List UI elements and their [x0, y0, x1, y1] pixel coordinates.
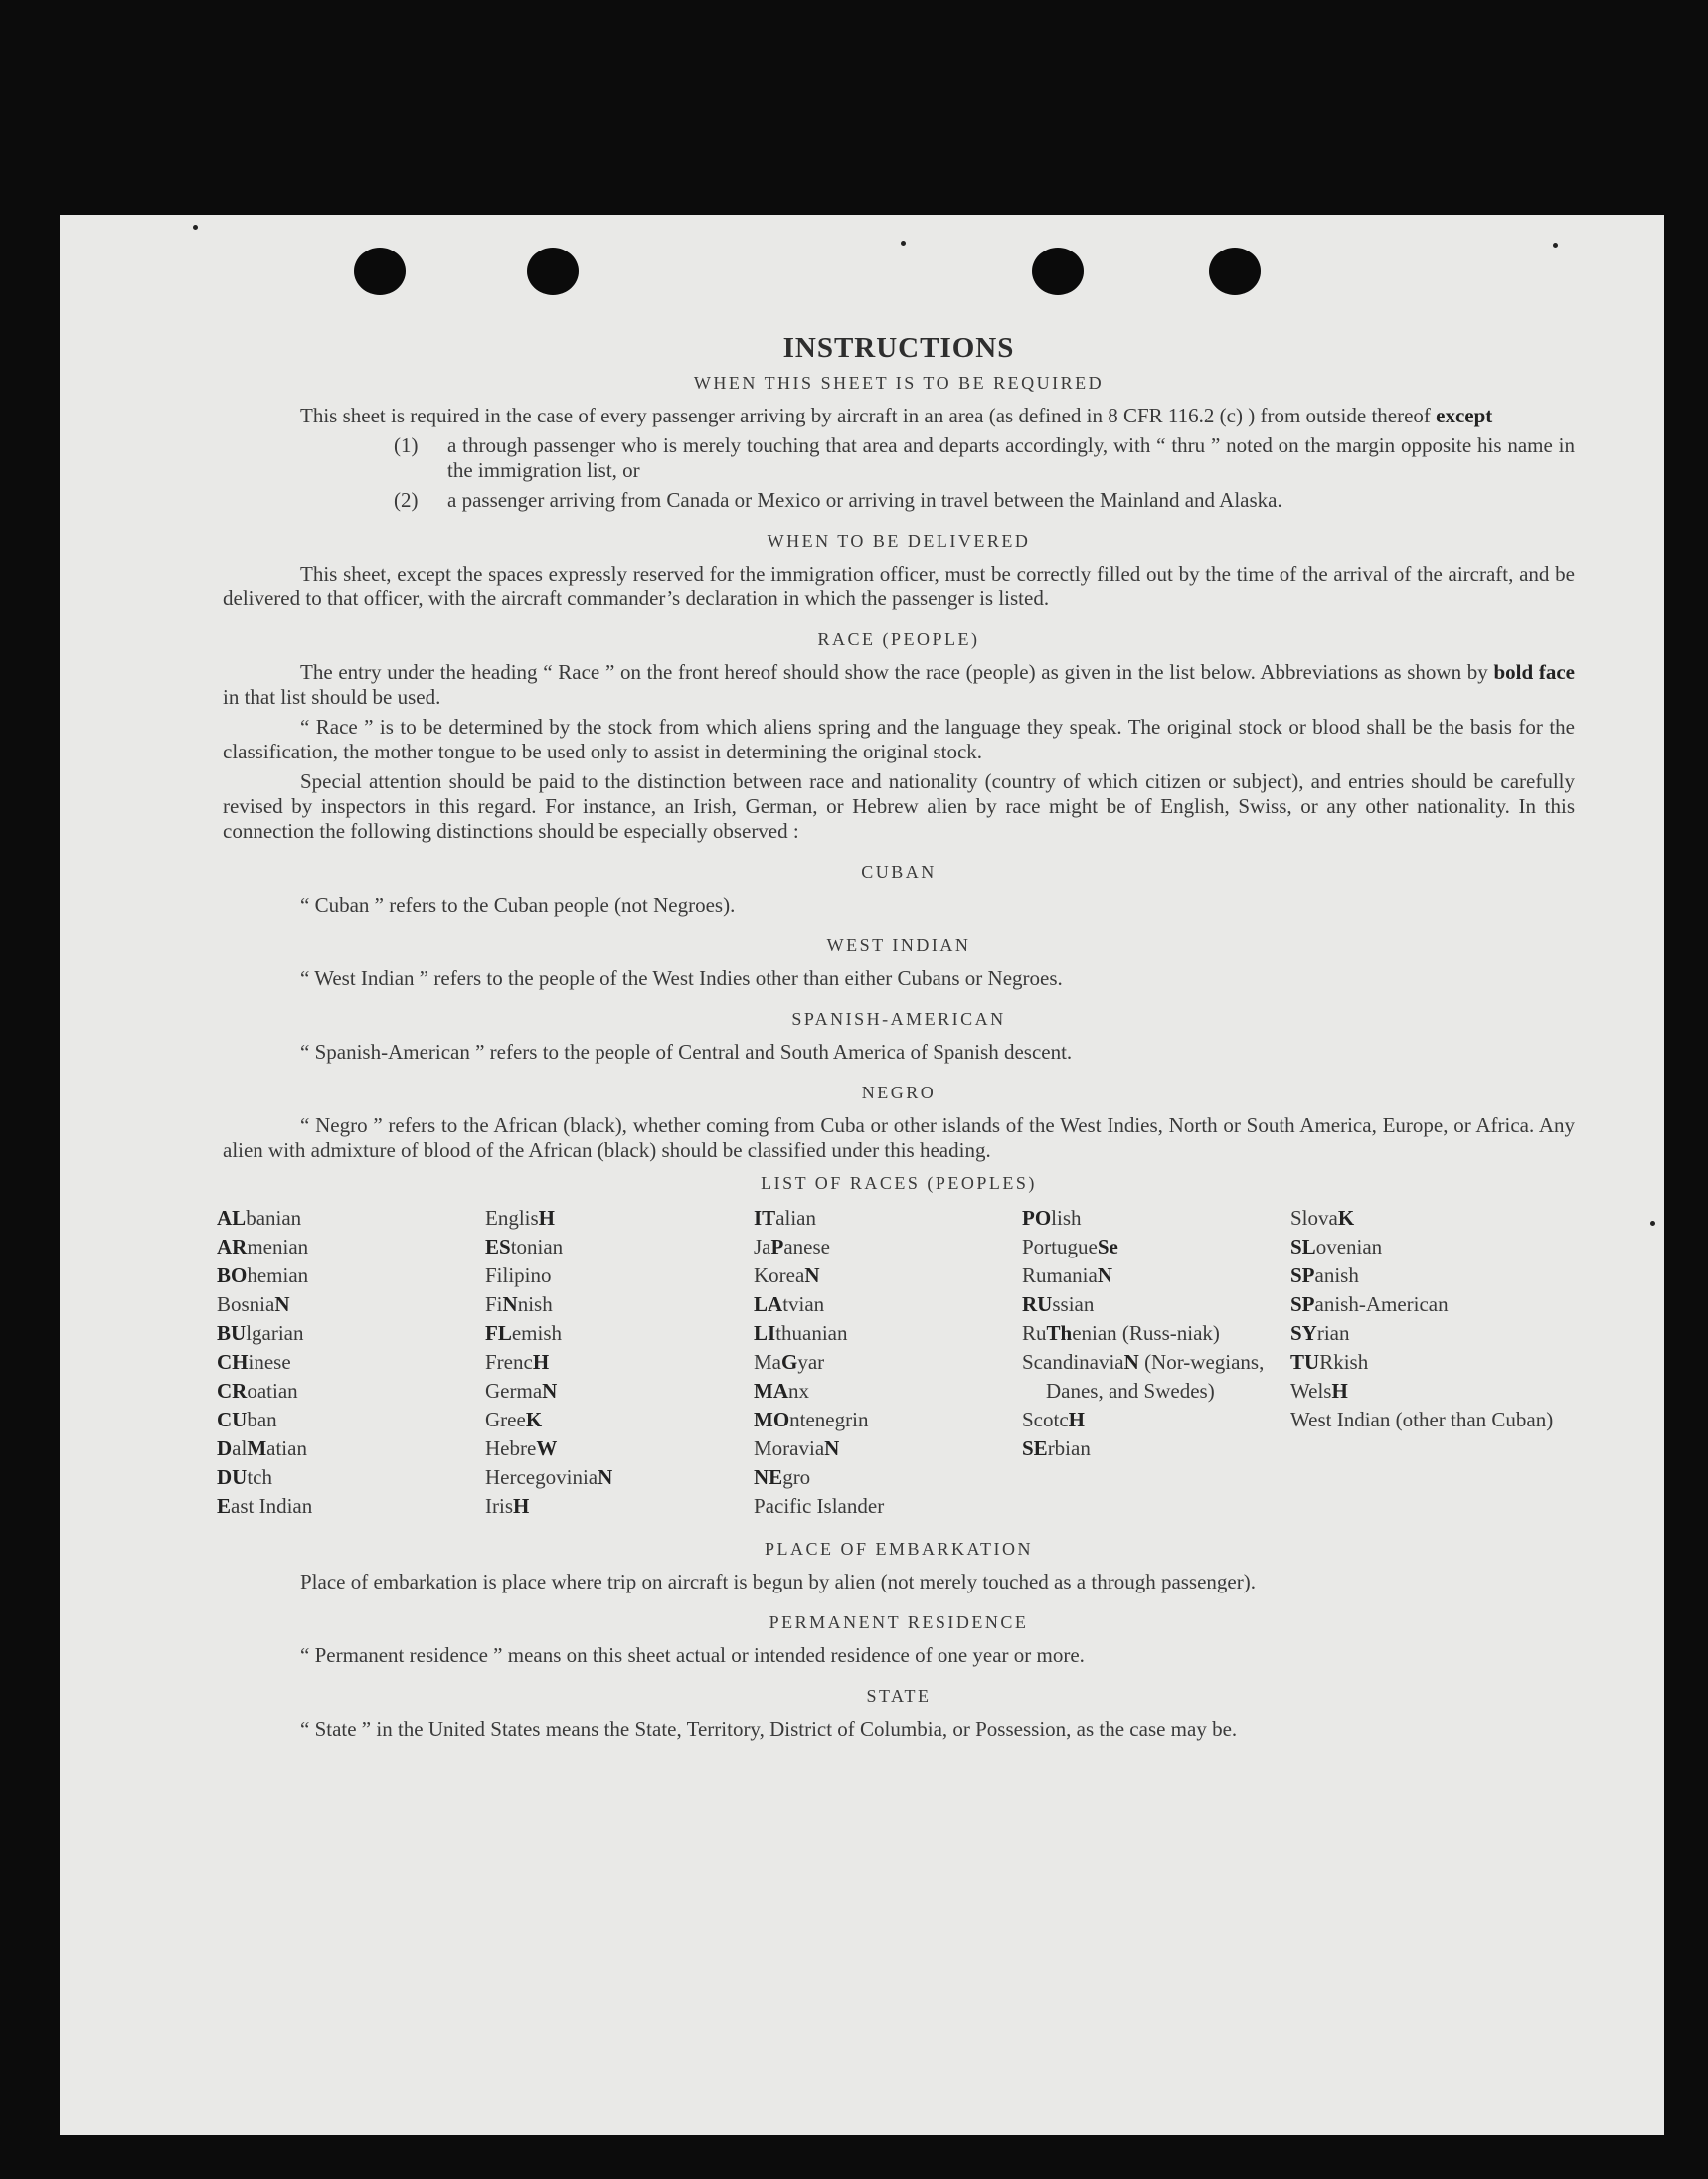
- paragraph: “ Permanent residence ” means on this sheet actual or intended residence of one year or more.: [300, 1643, 1085, 1667]
- race-entry: FrencH: [485, 1350, 550, 1374]
- text: in that list should be used.: [223, 685, 441, 709]
- paragraph: “ Negro ” refers to the African (black), whether coming from Cuba or other islands of the West Indies, North or South America, Europe, or Africa. Any alien with admixture of blood of the African (black) should be classified under this heading.: [223, 1113, 1575, 1162]
- race-entry: EnglisH: [485, 1206, 556, 1230]
- race-entry: LAtvian: [754, 1292, 825, 1316]
- race-entry: MoraviaN: [754, 1436, 840, 1460]
- race-entry: ALbanian: [217, 1206, 302, 1230]
- section-heading: CUBAN: [861, 862, 937, 882]
- race-entry: POlish: [1022, 1206, 1082, 1230]
- list-item: [223, 433, 1575, 483]
- paragraph: [223, 404, 1575, 428]
- paragraph: Special attention should be paid to the distinction between race and nationality (country of which citizen or subject), and entries should be carefully revised by inspectors in this regard. For instance, an Irish, German, or Hebrew alien by race might be of English, Swiss, or any other nationality. In this connection the following distinctions should be especially observed :: [223, 769, 1575, 843]
- race-entry: EStonian: [485, 1235, 564, 1258]
- text: The entry under the heading “ Race ” on the front hereof should show the race (people) as given in the list below. Abbreviations as shown by: [300, 660, 1494, 684]
- race-entry: MaGyar: [754, 1350, 825, 1374]
- paragraph: This sheet, except the spaces expressly reserved for the immigration officer, must be correctly filled out by the time of the arrival of the aircraft, and be delivered to that officer, with the aircraft commander’s declaration in which the passenger is listed.: [223, 562, 1575, 610]
- race-entry: SYrian: [1290, 1321, 1350, 1345]
- section-heading: RACE (PEOPLE): [817, 629, 980, 649]
- section-heading: SPANISH-AMERICAN: [791, 1009, 1006, 1029]
- text: This sheet is required in the case of every passenger arriving by aircraft in an area (as defined in 8 CFR 116.2 (c) ) from outside thereof: [300, 404, 1437, 427]
- race-column: [217, 1204, 485, 1521]
- race-column: [485, 1204, 754, 1521]
- speck: [1553, 243, 1558, 248]
- paragraph: “ Cuban ” refers to the Cuban people (not Negroes).: [300, 893, 736, 917]
- race-entry: East Indian: [217, 1494, 313, 1518]
- document-title: INSTRUCTIONS: [782, 332, 1015, 364]
- race-entry: WelsH: [1290, 1379, 1348, 1403]
- item-text: a passenger arriving from Canada or Mexico or arriving in travel between the Mainland and Alaska.: [447, 488, 1282, 512]
- section-heading: WHEN THIS SHEET IS TO BE REQUIRED: [693, 373, 1105, 393]
- race-entry: BUlgarian: [217, 1321, 304, 1345]
- section-heading: LIST OF RACES (PEOPLES): [761, 1173, 1037, 1193]
- race-entry: JaPanese: [754, 1235, 830, 1258]
- race-entry: RUssian: [1022, 1292, 1095, 1316]
- race-entry: Filipino: [485, 1263, 552, 1287]
- race-entry: SlovaK: [1290, 1206, 1355, 1230]
- section-heading: WEST INDIAN: [826, 935, 971, 955]
- race-entry: SPanish: [1290, 1263, 1359, 1287]
- item-number: (1): [394, 433, 419, 457]
- document-body: [217, 332, 1575, 1742]
- race-entry: CHinese: [217, 1350, 291, 1374]
- race-entry: HebreW: [485, 1436, 558, 1460]
- race-entry: TURkish: [1290, 1350, 1369, 1374]
- race-entry: LIthuanian: [754, 1321, 848, 1345]
- race-list: [217, 1204, 1575, 1521]
- race-entry: CRoatian: [217, 1379, 298, 1403]
- punch-hole: [527, 248, 579, 295]
- punch-hole: [354, 248, 406, 295]
- bold-text: bold face: [1493, 660, 1575, 684]
- paragraph: “ Spanish-American ” refers to the people of Central and South America of Spanish descent.: [300, 1040, 1073, 1064]
- punch-hole: [1209, 248, 1261, 295]
- race-column: [1290, 1204, 1559, 1521]
- race-entry: FiNnish: [485, 1292, 553, 1316]
- race-column: [754, 1204, 1022, 1521]
- race-entry: BosniaN: [217, 1292, 290, 1316]
- race-entry: MAnx: [754, 1379, 809, 1403]
- race-entry: HercegoviniaN: [485, 1465, 613, 1489]
- section-heading: PLACE OF EMBARKATION: [764, 1539, 1034, 1559]
- race-entry: NEgro: [754, 1465, 811, 1489]
- race-entry: FLemish: [485, 1321, 563, 1345]
- paragraph: “ Race ” is to be determined by the stock from which aliens spring and the language they speak. The original stock or blood shall be the basis for the classification, the mother tongue to be used only to assist in determining the original stock.: [223, 715, 1575, 763]
- race-entry: MOntenegrin: [754, 1408, 869, 1431]
- race-entry: KoreaN: [754, 1263, 820, 1287]
- race-entry: ScandinaviaN (Nor-wegians, Danes, and Swedes): [1022, 1350, 1265, 1403]
- paragraph: “ West Indian ” refers to the people of the West Indies other than either Cubans or Negroes.: [300, 966, 1063, 990]
- race-entry: SErbian: [1022, 1436, 1091, 1460]
- section-heading: STATE: [866, 1686, 932, 1706]
- list-item: [223, 488, 1575, 513]
- race-entry: SLovenian: [1290, 1235, 1383, 1258]
- race-entry: ScotcH: [1022, 1408, 1085, 1431]
- paragraph: [223, 660, 1575, 710]
- race-entry: RumaniaN: [1022, 1263, 1112, 1287]
- race-entry: ITalian: [754, 1206, 816, 1230]
- race-entry: IrisH: [485, 1494, 530, 1518]
- race-entry: RuThenian (Russ-niak): [1022, 1321, 1220, 1345]
- punch-hole: [1032, 248, 1084, 295]
- section-heading: NEGRO: [861, 1083, 937, 1102]
- item-text: a through passenger who is merely touching that area and departs accordingly, with “ thru ” noted on the margin opposite his name in the immigration list, or: [447, 433, 1575, 482]
- race-entry: Pacific Islander: [754, 1494, 885, 1518]
- instruction-sheet: [60, 215, 1664, 2135]
- bold-text: except: [1436, 404, 1493, 427]
- speck: [1650, 1221, 1655, 1226]
- paragraph: Place of embarkation is place where trip on aircraft is begun by alien (not merely touched as a through passenger).: [300, 1570, 1256, 1593]
- race-column: [1022, 1204, 1290, 1521]
- speck: [193, 225, 198, 230]
- race-entry: CUban: [217, 1408, 277, 1431]
- section-heading: PERMANENT RESIDENCE: [769, 1612, 1029, 1632]
- race-entry: BOhemian: [217, 1263, 309, 1287]
- race-entry: GreeK: [485, 1408, 543, 1431]
- race-entry: PortugueSe: [1022, 1235, 1118, 1258]
- race-entry: GermaN: [485, 1379, 558, 1403]
- speck: [901, 241, 906, 246]
- section-heading: WHEN TO BE DELIVERED: [767, 531, 1031, 551]
- race-entry: ARmenian: [217, 1235, 309, 1258]
- race-entry: DUtch: [217, 1465, 272, 1489]
- race-entry: SPanish-American: [1290, 1292, 1449, 1316]
- paragraph: “ State ” in the United States means the State, Territory, District of Columbia, or Possession, as the case may be.: [300, 1717, 1238, 1741]
- race-entry: DalMatian: [217, 1436, 307, 1460]
- race-entry: West Indian (other than Cuban): [1290, 1408, 1554, 1431]
- item-number: (2): [394, 488, 419, 512]
